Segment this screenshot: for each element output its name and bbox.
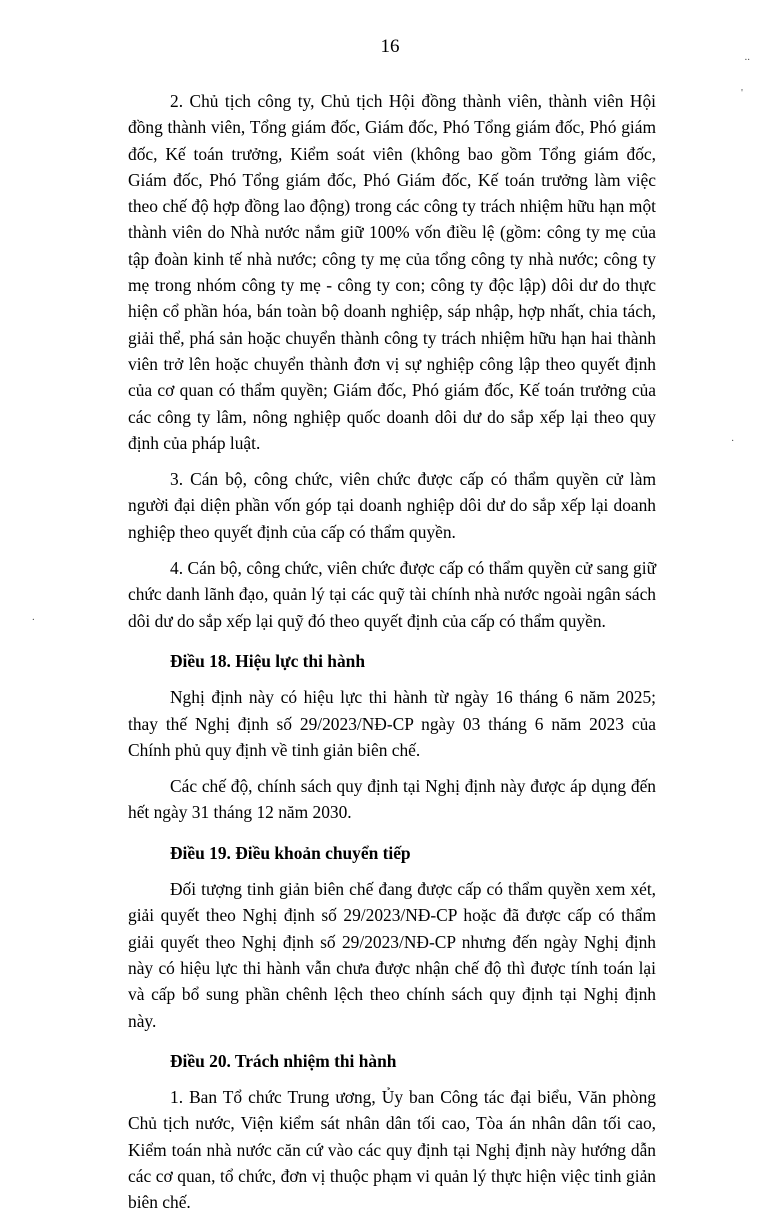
paragraph-clause-3: 3. Cán bộ, công chức, viên chức được cấp có thẩm quyền cử làm người đại diện phần vốn góp tại doanh nghiệp dôi dư do sắp xếp lại doanh nghiệp theo quyết định của cấp có thẩm quyền. [128, 469, 656, 542]
scan-artifact-mid-right-icon: . [731, 432, 734, 444]
scan-artifact-top-right-icon: .. [744, 51, 750, 63]
scan-artifact-mid-left-icon: . [32, 611, 35, 623]
paragraph-dieu-19-1: Đối tượng tinh giản biên chế đang được cấp có thẩm quyền xem xét, giải quyết theo Nghị định số 29/2023/NĐ-CP hoặc đã được cấp có thẩm giải quyết theo Nghị định số 29/2023/NĐ-CP nhưng đến ngày Nghị định này có hiệu lực thi hành vẫn chưa được nhận chế độ thì được tính toán lại và cấp bổ sung phần chênh lệch theo chính sách quy định tại Nghị định này. [128, 879, 656, 1031]
document-body [128, 88, 656, 1218]
heading-dieu-19: Điều 19. Điều khoản chuyển tiếp [170, 842, 411, 863]
paragraph-clause-2: 2. Chủ tịch công ty, Chủ tịch Hội đồng thành viên, thành viên Hội đồng thành viên, Tổng giám đốc, Giám đốc, Phó Tổng giám đốc, Phó giám đốc, Kế toán trưởng, Kiểm soát viên (không bao gồm Tổng giám đốc, Giám đốc, Phó Tổng giám đốc, Phó Giám đốc, Kế toán trưởng làm việc theo chế độ hợp đồng lao động) trong các công ty trách nhiệm hữu hạn một thành viên do Nhà nước nắm giữ 100% vốn điều lệ (gồm: công ty mẹ của tập đoàn kinh tế nhà nước; công ty mẹ của tổng công ty nhà nước; công ty mẹ trong nhóm công ty mẹ - công ty con; công ty độc lập) dôi dư do thực hiện cổ phần hóa, bán toàn bộ doanh nghiệp, sáp nhập, hợp nhất, chia tách, giải thể, phá sản hoặc chuyển thành công ty trách nhiệm hữu hạn hai thành viên trở lên hoặc chuyển thành đơn vị sự nghiệp công lập theo quyết định của cơ quan có thẩm quyền; Giám đốc, Phó giám đốc, Kế toán trưởng của các công ty lâm, nông nghiệp quốc doanh dôi dư do sắp xếp lại theo quy định của pháp luật. [128, 91, 656, 453]
page-number: 16 [380, 36, 400, 57]
paragraph-clause-4: 4. Cán bộ, công chức, viên chức được cấp có thẩm quyền cử sang giữ chức danh lãnh đạo, quản lý tại các quỹ tài chính nhà nước ngoài ngân sách dôi dư do sắp xếp lại quỹ đó theo quyết định của cấp có thẩm quyền. [128, 558, 656, 631]
paragraph-dieu-20-1: 1. Ban Tổ chức Trung ương, Ủy ban Công tác đại biểu, Văn phòng Chủ tịch nước, Viện kiểm sát nhân dân tối cao, Tòa án nhân dân tối cao, Kiểm toán nhà nước căn cứ vào các quy định tại Nghị định này hướng dẫn các cơ quan, tổ chức, đơn vị thuộc phạm vi quản lý thực hiện việc tinh giản biên chế. [128, 1087, 656, 1213]
heading-dieu-18: Điều 18. Hiệu lực thi hành [170, 650, 365, 671]
heading-dieu-20: Điều 20. Trách nhiệm thi hành [170, 1050, 397, 1071]
scan-artifact-top-right-secondary-icon: ' [741, 87, 743, 99]
paragraph-dieu-18-1: Nghị định này có hiệu lực thi hành từ ngày 16 tháng 6 năm 2025; thay thế Nghị định số 29/2023/NĐ-CP ngày 03 tháng 6 năm 2023 của Chính phủ quy định về tinh giản biên chế. [128, 687, 656, 760]
paragraph-dieu-18-2: Các chế độ, chính sách quy định tại Nghị định này được áp dụng đến hết ngày 31 tháng 12 năm 2030. [128, 776, 656, 823]
